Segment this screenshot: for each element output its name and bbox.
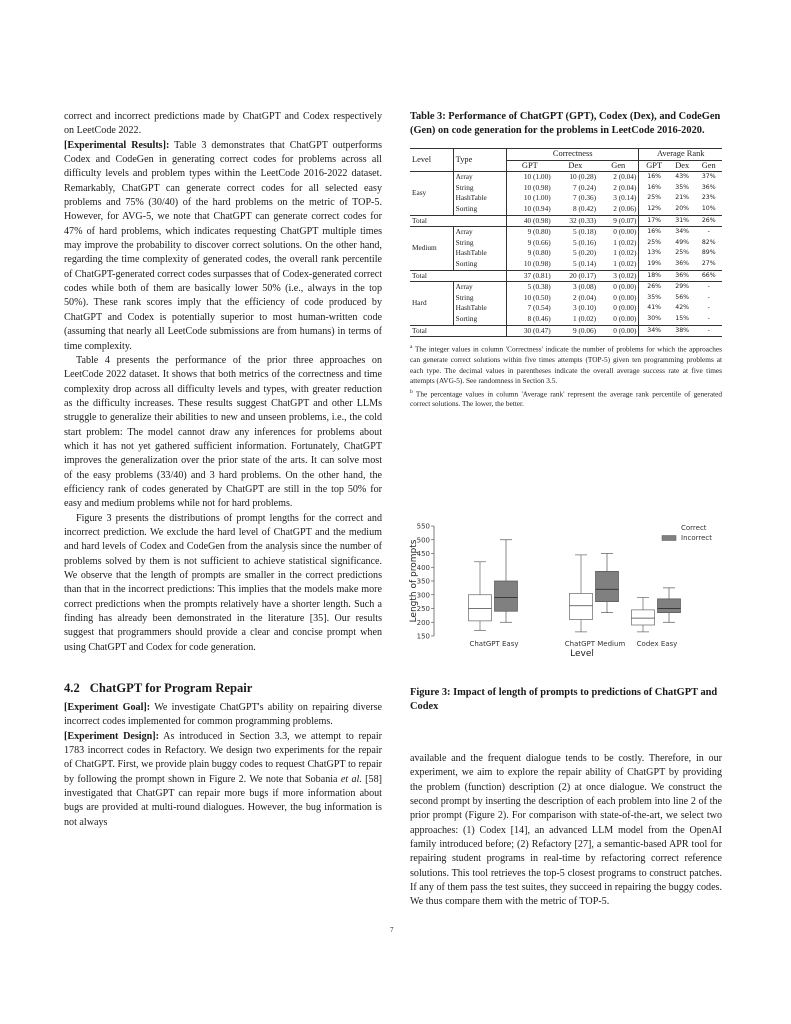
- cell-gen: 0 (0.00): [598, 227, 639, 238]
- table-row: [410, 204, 722, 215]
- cell-r-dex: 20%: [675, 204, 690, 212]
- cell-total-r-gen: 66%: [701, 271, 716, 279]
- table-body: [410, 172, 722, 337]
- page-number: 7: [390, 926, 394, 934]
- cell-type: Array: [453, 227, 506, 238]
- y-tick-label: 350: [416, 577, 430, 586]
- table-row: [410, 227, 722, 238]
- cell-type: Array: [453, 282, 506, 293]
- cell-r-gen: -: [707, 304, 710, 312]
- right-column-bottom: [410, 752, 722, 910]
- label-experimental-results: [Experimental Results]:: [64, 139, 170, 151]
- paragraph-experimental-results: [64, 139, 382, 354]
- cell-gen: 0 (0.00): [598, 314, 639, 325]
- cell-r-gpt: 16%: [647, 183, 662, 191]
- cell-r-gpt: 12%: [647, 204, 662, 212]
- cell-type: String: [453, 293, 506, 304]
- cell-gpt: 9 (0.66): [527, 237, 551, 247]
- cell-gen: 0 (0.00): [598, 293, 639, 304]
- table-row: [410, 193, 722, 204]
- table-row: [410, 172, 722, 183]
- cell-gen: 3 (0.14): [598, 193, 639, 204]
- cell-type: Sorting: [453, 204, 506, 215]
- header-type: Type: [453, 149, 506, 172]
- cell-r-dex: 35%: [675, 183, 690, 191]
- cell-type: HashTable: [453, 303, 506, 314]
- note-a-mark: a: [410, 344, 413, 351]
- cell-r-gpt: 16%: [647, 228, 662, 236]
- cell-total-gpt: 40 (0.98): [523, 215, 551, 225]
- cell-dex: 10 (0.28): [569, 172, 597, 182]
- cell-type: HashTable: [453, 193, 506, 204]
- y-tick-label: 550: [416, 522, 430, 531]
- header-gpt: GPT: [507, 160, 553, 172]
- cell-r-gen: -: [707, 314, 710, 322]
- cell-type: String: [453, 238, 506, 249]
- cell-type: String: [453, 183, 506, 194]
- cell-gen: 1 (0.02): [598, 259, 639, 270]
- y-tick-label: 450: [416, 550, 430, 558]
- note-b-text: The percentage values in column 'Average rank' represent the average rank percentile of generated correct solutions. The lower, the better.: [410, 388, 722, 409]
- paragraph-table4: Table 4 presents the performance of the prior three approaches on LeetCode 2022 dataset. It shows that both metrics of the correctness and time complexity drop across all difficulty levels and types, with greater reduction as the difficulty increases. These results suggest ChatGPT and other LLMs struggle to generalize their abilities to new and unseen problems, i.e., the cold start problem: The model cannot draw any inferences for problems about which it has not yet gathered sufficient information. Fortunately, ChatGPT improves the generalization over the prior state of the arts. It can solve most of the easy problems (33/40) and 3 hard problems. On the other hand, the efficiency rank of codes generated by ChatGPT are still in the top 50% for easy and medium problems while not for hard problems.: [64, 354, 382, 510]
- cell-gen: 1 (0.02): [598, 248, 639, 259]
- cell-r-gen: 37%: [701, 173, 716, 181]
- cell-gen: 0 (0.00): [598, 303, 639, 314]
- cell-gpt: 5 (0.38): [527, 282, 551, 292]
- cell-total-label: Total: [410, 325, 507, 337]
- cell-r-dex: 43%: [675, 173, 690, 181]
- cell-gpt: 10 (0.98): [523, 258, 551, 268]
- cell-r-gpt: 13%: [647, 249, 662, 257]
- table-row: [410, 259, 722, 270]
- section-title: ChatGPT for Program Repair: [89, 681, 253, 696]
- cell-r-dex: 36%: [675, 259, 690, 267]
- cell-dex: 5 (0.14): [573, 258, 597, 268]
- cell-gpt: 10 (0.98): [523, 182, 551, 192]
- cell-total-r-gen: 26%: [701, 216, 716, 224]
- x-tick-label: ChatGPT Medium: [564, 640, 626, 648]
- legend-label-correct: Correct: [681, 524, 707, 532]
- cell-total-r-gen: -: [707, 326, 710, 334]
- figure-caption: Figure 3: Impact of length of prompts to predictions of ChatGPT and Codex: [410, 687, 718, 712]
- cell-gen: 0 (0.00): [598, 282, 639, 293]
- y-tick-label: 200: [416, 618, 430, 627]
- box-incorrect: [658, 599, 681, 613]
- x-tick-label: Codex Easy: [636, 640, 678, 648]
- cell-r-dex: 29%: [675, 283, 690, 291]
- cell-r-gpt: 25%: [647, 238, 662, 246]
- cell-gpt: 10 (0.50): [523, 292, 551, 302]
- cell-r-gen: 27%: [701, 259, 716, 267]
- cell-gen: 2 (0.04): [598, 172, 639, 183]
- cell-r-gpt: 35%: [647, 293, 662, 301]
- header-dex: Dex: [553, 160, 598, 172]
- cell-r-gen: 82%: [701, 238, 716, 246]
- y-axis-label: Length of prompts: [409, 539, 419, 623]
- cell-r-dex: 34%: [675, 228, 690, 236]
- cell-level: Medium: [410, 227, 453, 270]
- table-note-a: [410, 342, 722, 386]
- table-row: [410, 293, 722, 304]
- cell-gpt: 10 (1.00): [523, 172, 551, 182]
- box-correct: [570, 593, 593, 619]
- cell-dex: 2 (0.04): [573, 292, 597, 302]
- cell-gpt: 8 (0.46): [527, 313, 551, 323]
- header-gen: Gen: [598, 160, 639, 172]
- cell-dex: 1 (0.02): [573, 313, 597, 323]
- box-correct: [469, 595, 492, 621]
- cell-dex: 8 (0.42): [573, 203, 597, 213]
- table-row: [410, 282, 722, 293]
- text-experiment-goal: We investigate ChatGPT's ability on repairing diverse incorrect codes implemented for common programming problems.: [64, 702, 382, 728]
- cell-total-r-dex: 38%: [675, 326, 690, 334]
- left-column: [64, 110, 382, 830]
- header-average-rank: Average Rank: [656, 149, 705, 158]
- cell-total-gen: 3 (0.02): [598, 270, 639, 282]
- cell-r-gen: -: [707, 228, 710, 236]
- cell-gpt: 9 (0.80): [527, 227, 551, 237]
- cell-total-label: Total: [410, 215, 507, 227]
- paragraph-figure3: Figure 3 presents the distributions of prompt lengths for the correct and incorrect prediction. We exclude the hard level of ChatGPT and the medium and hard levels of Codex and CodeGen from the analysis since the number of problems solved by them is not sufficient to achieve statistical significance. We observe that the length of prompts are smaller in the correct predictions than that in the incorrect predictions: This implies that the models make more correct predictions when the prompts relatively have a shorter length. Such a finding has already been demonstrated in the literature [35]. Our results suggest that programmers should provide a clear and concise prompt when using ChatGPT and Codex for code generation.: [64, 512, 382, 653]
- table-caption: Table 3: Performance of ChatGPT (GPT), Codex (Dex), and CodeGen (Gen) on code generation for the problems in LeetCode 2016-2020.: [410, 111, 721, 136]
- cell-total-label: Total: [410, 270, 507, 282]
- cell-gen: 2 (0.06): [598, 204, 639, 215]
- paragraph-experiment-goal: [64, 701, 382, 730]
- cell-type: HashTable: [453, 248, 506, 259]
- table-row: [410, 248, 722, 259]
- paragraph-experiment-design: [64, 730, 382, 830]
- cell-r-dex: 49%: [675, 238, 690, 246]
- cell-gpt: 9 (0.80): [527, 248, 551, 258]
- y-tick-label: 300: [416, 591, 430, 600]
- cell-total-r-dex: 36%: [675, 271, 690, 279]
- cell-r-dex: 15%: [675, 314, 690, 322]
- y-tick-label: 400: [416, 563, 430, 572]
- paragraph-repair-design: available and the frequent dialogue tends to be costly. Therefore, in our experiment, we aim to explore the repair ability of ChatGPT by providing the problem (function) description (2) at once dialogue. We construct the second prompt by inserting the description of each problem into line 2 of the prior prompt (Figure 2). For comparison with state-of-the-art, we select two approaches: (1) Codex [14], an advanced LLM model from the OpenAI family introduced before; (2) Refactory [27], a semantic-based APR tool for repairing student programs in real-time by refactoring correct reference solutions. This tool retrieves the top-5 closest programs to construct patches. If any of them pass the test suites, they succeed in repairing the buggy codes. We thus compare them with the metric of TOP-5.: [410, 753, 722, 908]
- cell-r-gen: 10%: [701, 204, 716, 212]
- x-axis-label: Level: [570, 649, 594, 659]
- figure-caption-block: [410, 686, 722, 714]
- text-experimental-results: Table 3 demonstrates that ChatGPT outperforms Codex and CodeGen in generating correct codes for problems across all difficulty levels and problem types within the LeetCode 2016-2022 dataset. Remarkably, ChatGPT can generate correct codes for all selected easy problems and 75% (30/40) of the hard problems on the metric of TOP-5. However, for AVG-5, we note that ChatGPT can generate correct codes for 47% of hard problems, which indicates requesting ChatGPT multiple times may improve the probability to discover correct solutions. On the other hand, regarding the time complexity of generated codes, the overall rank percentile of ChatGPT-generated correct codes surpasses that of Codex-generated correct codes while both of them are basically lower 50% (i.e., always in the top 50%). These rank scores imply that the efficiency of code produced by ChatGPT and Codex is potentially superior to most human-written code (assuming that nearly all LeetCode submissions are from humans) in terms of time complexity.: [64, 139, 383, 352]
- cell-r-gen: 89%: [701, 249, 716, 257]
- cell-total-dex: 20 (0.17): [569, 270, 597, 280]
- cell-total-gpt: 37 (0.81): [523, 270, 551, 280]
- cell-total-gpt: 30 (0.47): [523, 325, 551, 335]
- y-tick-label: 150: [416, 632, 430, 641]
- cell-gpt: 7 (0.54): [527, 303, 551, 313]
- cell-type: Array: [453, 172, 506, 183]
- legend-swatch-incorrect: [662, 536, 676, 541]
- cell-r-dex: 25%: [675, 249, 690, 257]
- cell-r-gpt: 16%: [647, 173, 662, 181]
- label-experiment-design: [Experiment Design]:: [64, 730, 159, 742]
- table-row: [410, 314, 722, 325]
- cell-r-gpt: 30%: [647, 314, 662, 322]
- cell-r-gpt: 41%: [647, 304, 662, 312]
- cell-total-r-gpt: 17%: [647, 216, 662, 224]
- prompt-length-boxplot: [408, 520, 730, 670]
- table-row: [410, 238, 722, 249]
- cell-dex: 7 (0.24): [573, 182, 597, 192]
- table-total-row: [410, 215, 722, 227]
- cell-total-dex: 9 (0.06): [573, 325, 597, 335]
- cell-r-gen: -: [707, 293, 710, 301]
- cell-r-dex: 21%: [675, 194, 690, 202]
- header-rank-gpt: GPT: [639, 160, 669, 172]
- label-experiment-goal: [Experiment Goal]:: [64, 702, 151, 714]
- y-tick-label: 250: [416, 605, 430, 613]
- cell-dex: 5 (0.20): [573, 248, 597, 258]
- header-rank-gen: Gen: [695, 160, 722, 172]
- cell-dex: 7 (0.36): [573, 193, 597, 203]
- cell-gpt: 10 (0.94): [523, 203, 551, 213]
- table-note-b: [410, 387, 722, 410]
- results-table: [410, 148, 722, 337]
- table-notes: [410, 342, 722, 410]
- table-total-row: [410, 325, 722, 337]
- header-level: Level: [410, 149, 453, 172]
- text-et-al: et al.: [340, 773, 362, 785]
- cell-type: Sorting: [453, 259, 506, 270]
- cell-total-r-dex: 31%: [675, 216, 690, 224]
- cell-r-gen: -: [707, 283, 710, 291]
- cell-total-r-gpt: 34%: [647, 326, 662, 334]
- cell-total-gen: 0 (0.00): [598, 325, 639, 337]
- table-row: [410, 303, 722, 314]
- cell-r-gen: 23%: [701, 194, 716, 202]
- cell-total-r-gpt: 18%: [647, 271, 662, 279]
- text-experiment-design-a: As introduced in Section 3.3, we attempt to repair 1783 incorrect codes in Refactory. We design two experiments for the repair of ChatGPT. First, we provide plain buggy codes to request ChatGPT to repair by following the prompt shown in Figure 2. We note that Sobania: [64, 730, 383, 785]
- box-incorrect: [495, 581, 518, 611]
- legend-swatch-correct: [662, 526, 676, 531]
- cell-r-gpt: 19%: [647, 259, 662, 267]
- cell-total-dex: 32 (0.33): [569, 215, 597, 225]
- table-row: [410, 183, 722, 194]
- cell-level: Easy: [410, 172, 453, 215]
- text-experiment-design-b: [58] investigated that ChatGPT can repair more bugs if more information about bugs are provided at multi-round dialogues. However, the bug information is not always: [64, 773, 382, 828]
- cell-r-dex: 56%: [675, 293, 690, 301]
- cell-gpt: 10 (1.00): [523, 193, 551, 203]
- note-a-text: The integer values in column 'Correctness' indicate the number of problems for which the approaches can generate correct solutions within five times attempts (TOP-5) given ten programming problems at each type. The decimal values in parentheses indicate the overall average success rate at five times attempts (AVG-5). See randomness in Section 3.5.: [410, 344, 722, 386]
- cell-dex: 5 (0.16): [573, 237, 597, 247]
- box-correct: [632, 610, 655, 625]
- note-b-mark: b: [410, 388, 413, 395]
- cell-r-dex: 42%: [675, 304, 690, 312]
- cell-gen: 1 (0.02): [598, 238, 639, 249]
- x-tick-label: ChatGPT Easy: [469, 640, 519, 648]
- paragraph-results-intro: correct and incorrect predictions made by ChatGPT and Codex respectively on LeetCode 2022.: [64, 111, 382, 137]
- legend-label-incorrect: Incorrect: [681, 534, 713, 542]
- section-heading: [64, 680, 382, 696]
- cell-total-gen: 9 (0.07): [598, 215, 639, 227]
- right-column-top: [410, 110, 722, 410]
- header-correctness: Correctness: [507, 149, 639, 161]
- cell-dex: 3 (0.08): [573, 282, 597, 292]
- y-tick-label: 500: [416, 536, 430, 545]
- cell-type: Sorting: [453, 314, 506, 325]
- cell-dex: 3 (0.10): [573, 303, 597, 313]
- cell-level: Hard: [410, 282, 453, 325]
- cell-r-gpt: 25%: [647, 194, 662, 202]
- cell-gen: 2 (0.04): [598, 183, 639, 194]
- header-rank-dex: Dex: [669, 160, 696, 172]
- cell-dex: 5 (0.18): [573, 227, 597, 237]
- cell-r-gen: 36%: [701, 183, 716, 191]
- section-number: 4.2: [64, 681, 80, 696]
- cell-r-gpt: 26%: [647, 283, 662, 291]
- table-total-row: [410, 270, 722, 282]
- box-incorrect: [596, 571, 619, 601]
